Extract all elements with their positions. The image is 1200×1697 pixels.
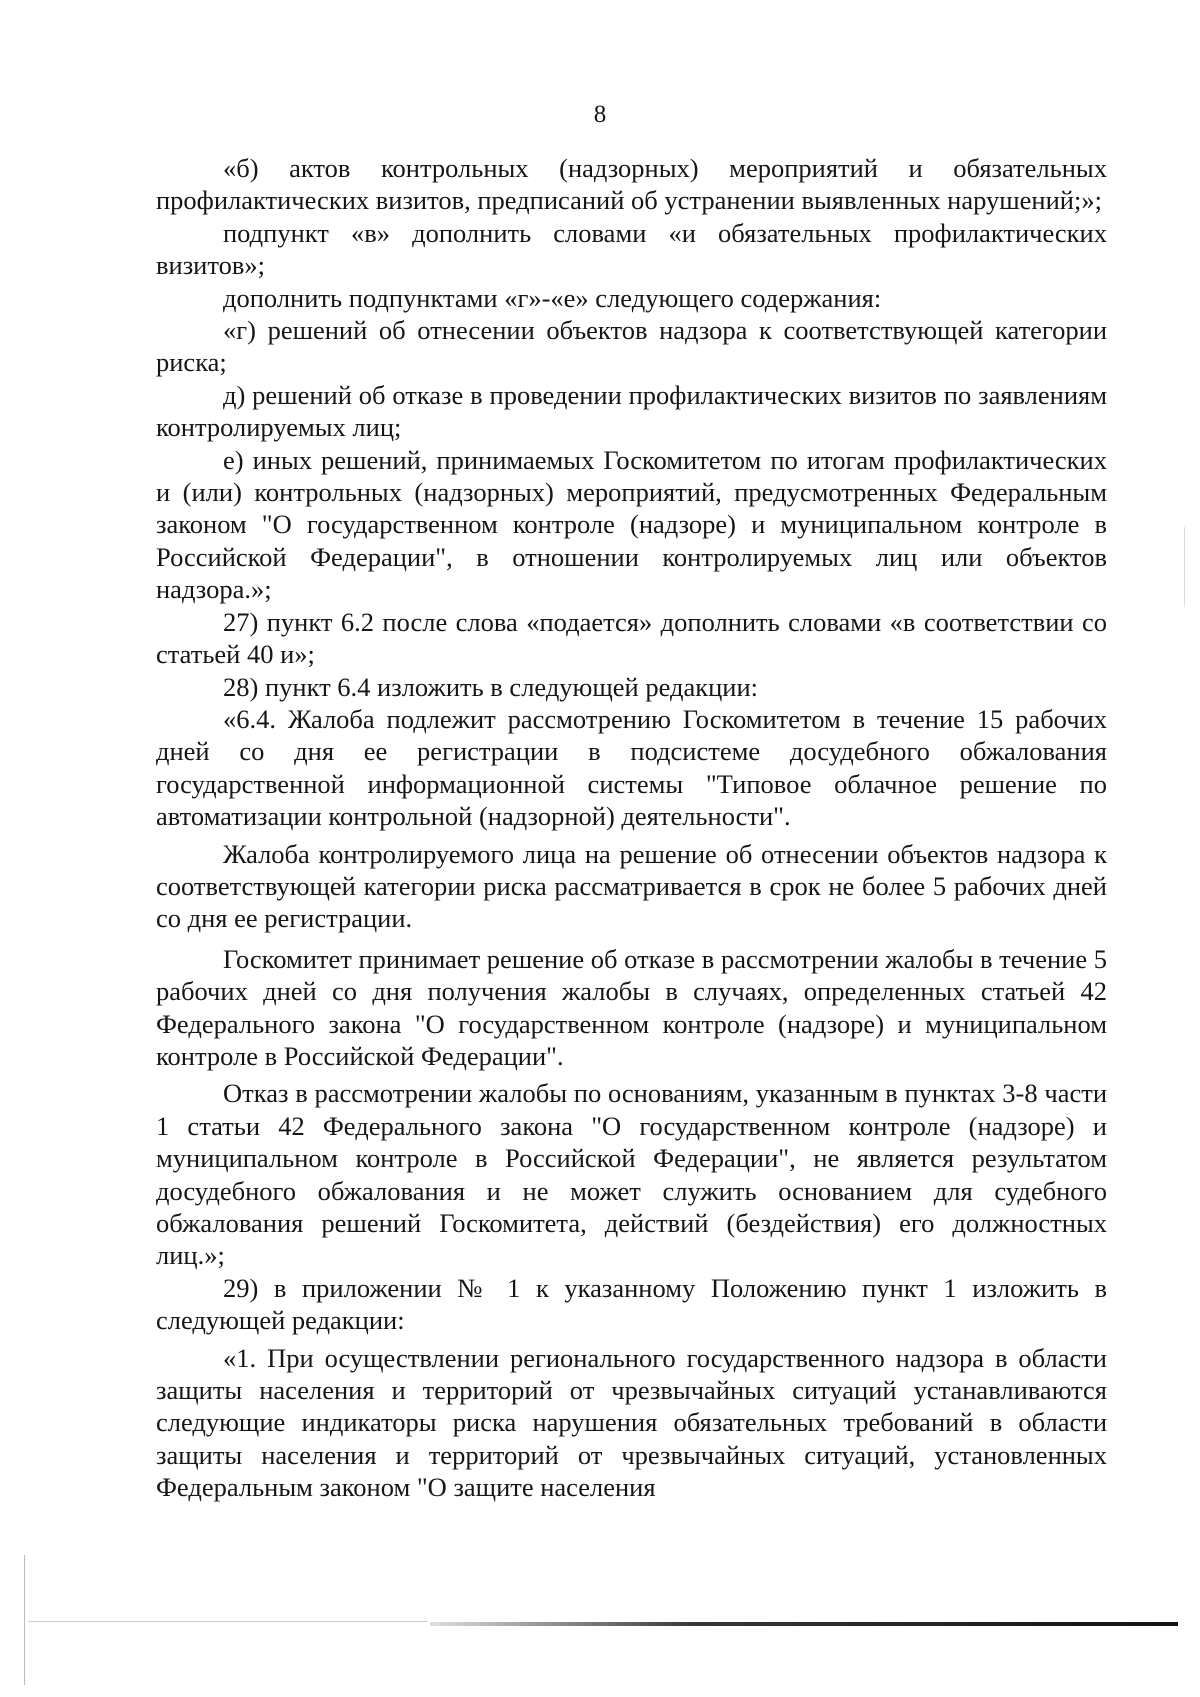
paragraph-refusal-grounds: Отказ в рассмотрении жалобы по основаниям, указанным в пунктах 3-8 части 1 статьи 42 Федерального закона "О государственном контроле (надзоре) и муниципальном контроле в Российской Федерации", не является результатом досудебного обжалования и не может служить основанием для судебного обжалования решений Госкомитета, действий (бездействия) его должностных лиц.»;: [156, 1078, 1107, 1271]
paragraph-subitem-v: подпункт «в» дополнить словами «и обязательных профилактических визитов»;: [156, 217, 1107, 281]
paragraph-d-refusals: д) решений об отказе в проведении профилактических визитов по заявлениям контролируемых лиц;: [156, 379, 1107, 443]
paragraph-6-4-complaint: «6.4. Жалоба подлежит рассмотрению Госкомитетом в течение 15 рабочих дней со дня ее регистрации в подсистеме досудебного обжалования государственной информационной системы "Типовое облачное решение по автоматизации контрольной (надзорной) деятельности".: [156, 703, 1107, 832]
paragraph-item-29: 29) в приложении № 1 к указанному Положению пункт 1 изложить в следующей редакции:: [156, 1272, 1107, 1336]
paragraph-add-subitems: дополнить подпунктами «г»-«е» следующего содержания:: [223, 282, 882, 313]
document-body: [156, 152, 1107, 1504]
paragraph-e-other-decisions: е) иных решений, принимаемых Госкомитетом по итогам профилактических и (или) контрольных (надзорных) мероприятий, предусмотренных Федеральным законом "О государственном контроле (надзоре) и муниципальном контроле в Российской Федерации", в отношении контролируемых лиц или объектов надзора.»;: [156, 444, 1107, 605]
paragraph-g-decisions: «г) решений об отнесении объектов надзора к соответствующей категории риска;: [156, 315, 1107, 378]
scan-edge-line-thin: [28, 1621, 428, 1622]
paragraph-item-27: 27) пункт 6.2 после слова «подается» дополнить словами «в соответствии со статьей 40 и»;: [156, 606, 1107, 670]
paragraph-complaint-risk-category: Жалоба контролируемого лица на решение об отнесении объектов надзора к соответствующей категории риска рассматривается в срок не более 5 рабочих дней со дня ее регистрации.: [156, 838, 1107, 934]
paragraph-b-acts: «б) актов контрольных (надзорных) мероприятий и обязательных профилактических визитов, предписаний об устранении выявленных нарушений;»;: [156, 153, 1107, 216]
paragraph-1-risk-indicators: «1. При осуществлении регионального государственного надзора в области защиты населения и территорий от чрезвычайных ситуаций устанавливаются следующие индикаторы риска нарушения обязательных требований в области защиты населения и территорий от чрезвычайных ситуаций, установленных Федеральным законом "О защите населения: [156, 1342, 1107, 1503]
paragraph-refusal-decision: Госкомитет принимает решение об отказе в рассмотрении жалобы в течение 5 рабочих дней со дня получения жалобы в случаях, определенных статьей 42 Федерального закона "О государственном контроле (надзоре) и муниципальном контроле в Российской Федерации".: [156, 943, 1107, 1071]
scan-edge-line: [430, 1622, 1178, 1626]
scan-artifact-left: [24, 1555, 25, 1685]
scan-artifact-right: [1184, 527, 1185, 607]
paragraph-item-28: 28) пункт 6.4 изложить в следующей редакции:: [223, 671, 759, 702]
page-number: 8: [593, 101, 607, 128]
